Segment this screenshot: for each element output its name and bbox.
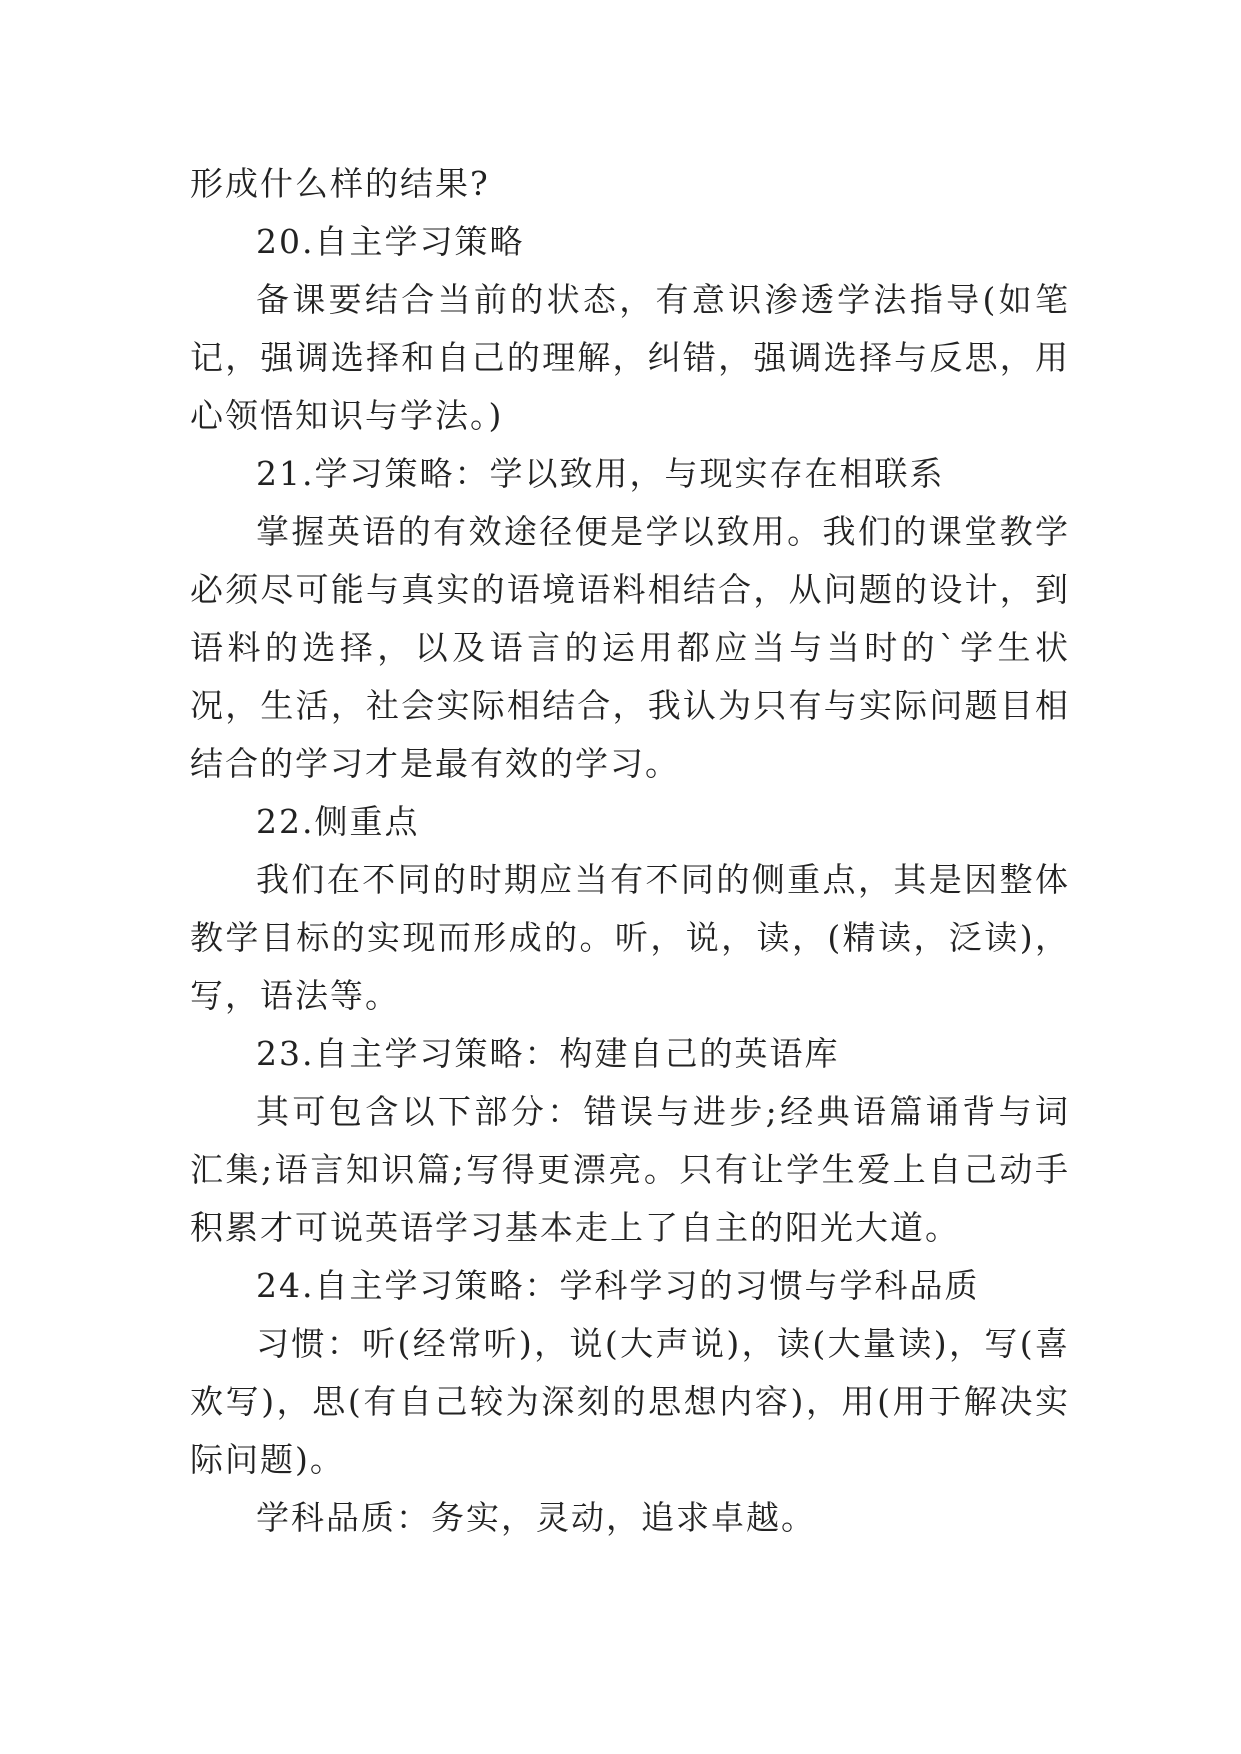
heading-20: 20.自主学习策略 [256, 222, 525, 261]
paragraph-20-body: 备课要结合当前的状态，有意识渗透学法指导(如笔记，强调选择和自己的理解，纠错，强调选择与反思，用心领悟知识与学法。) [190, 280, 1070, 435]
heading-22: 22.侧重点 [256, 802, 420, 841]
paragraph-24-qualities: 学科品质：务实，灵动，追求卓越。 [256, 1498, 816, 1537]
heading-24: 24.自主学习策略：学科学习的习惯与学科品质 [256, 1266, 980, 1305]
paragraph-23-body: 其可包含以下部分：错误与进步;经典语篇诵背与词汇集;语言知识篇;写得更漂亮。只有让学生爱上自己动手积累才可说英语学习基本走上了自主的阳光大道。 [190, 1092, 1070, 1247]
paragraph-continuation: 形成什么样的结果? [190, 164, 490, 203]
paragraph-24-habits: 习惯：听(经常听)，说(大声说)，读(大量读)，写(喜欢写)，思(有自己较为深刻的思想内容)，用(用于解决实际问题)。 [190, 1324, 1070, 1479]
paragraph-21-body: 掌握英语的有效途径便是学以致用。我们的课堂教学必须尽可能与真实的语境语料相结合，从问题的设计，到语料的选择，以及语言的运用都应当与当时的`学生状况，生活，社会实际相结合，我认为只有与实际问题目相结合的学习才是最有效的学习。 [190, 512, 1070, 783]
document-body [190, 155, 1070, 1547]
heading-23: 23.自主学习策略：构建自己的英语库 [256, 1034, 840, 1073]
heading-21: 21.学习策略：学以致用，与现实存在相联系 [256, 454, 945, 493]
paragraph-22-body: 我们在不同的时期应当有不同的侧重点，其是因整体教学目标的实现而形成的。听，说，读，(精读，泛读)，写，语法等。 [190, 860, 1070, 1015]
